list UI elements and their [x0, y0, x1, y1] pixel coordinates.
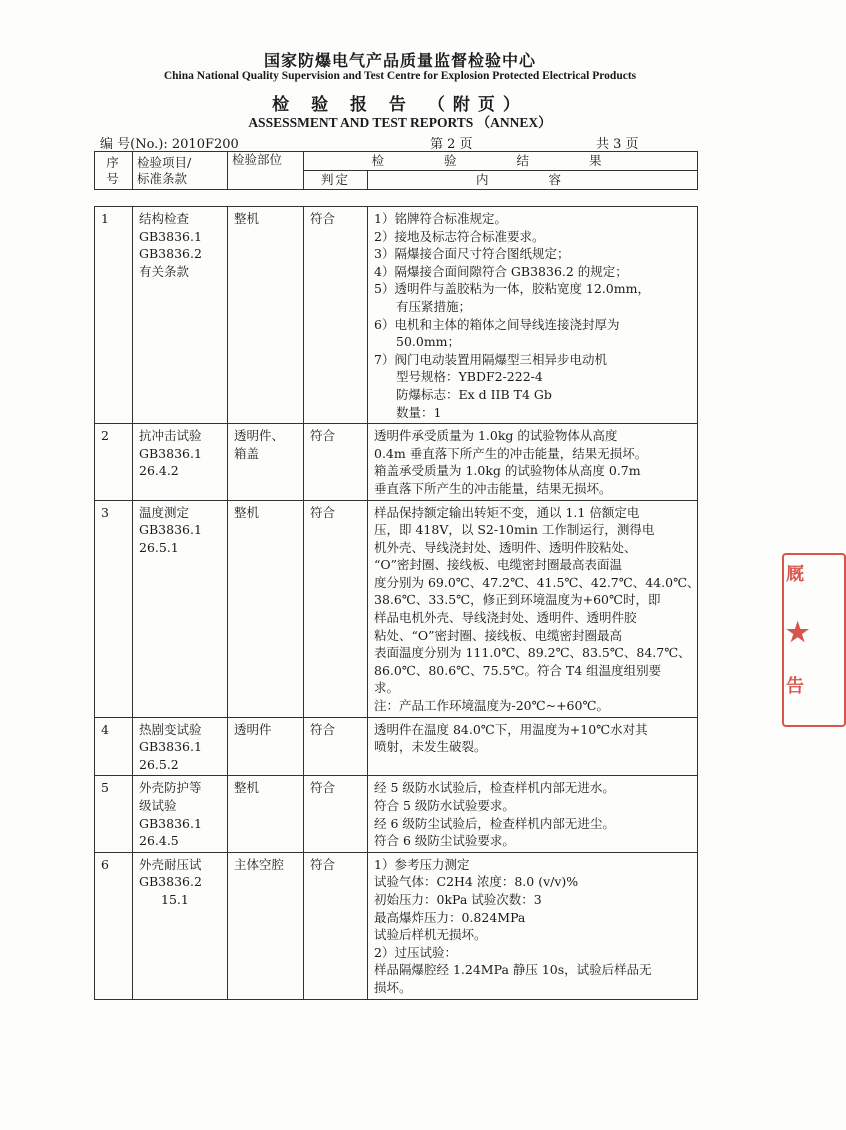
- row-content-line: 箱盖承受质量为 1.0kg 的试验物体从高度 0.7m: [374, 463, 641, 479]
- row-content-line: 符合 5 级防水试验要求。: [374, 798, 515, 813]
- row-test-item-line: GB3836.1: [139, 228, 202, 244]
- row-number: 6: [95, 852, 133, 999]
- row-test-item: [133, 717, 228, 776]
- row-content: [368, 207, 698, 424]
- row-content-line: 机外壳、导线浇封处、透明件、透明件胶粘处、: [374, 539, 637, 555]
- table-row: [95, 717, 698, 776]
- row-content-line: 透明件承受质量为 1.0kg 的试验物体从高度: [374, 428, 618, 444]
- row-test-item: [133, 207, 228, 424]
- row-content-line: 5）透明件与盖胶粘为一体，胶粘宽度 12.0mm，: [374, 281, 650, 297]
- row-test-item-line: 外壳防护等: [139, 780, 202, 796]
- row-content: [368, 500, 698, 717]
- organization-title-cn: 国家防爆电气产品质量监督检验中心: [263, 51, 536, 70]
- row-test-part: [228, 500, 304, 717]
- row-content-line: 7）阀门电动装置用隔爆型三相异步电动机: [374, 351, 607, 367]
- row-test-item-line: 级试验: [139, 798, 177, 813]
- row-judgement: 符合: [304, 776, 368, 852]
- row-test-item-line: 有关条款: [139, 263, 190, 279]
- row-content: [368, 424, 698, 500]
- row-test-part-line: 箱盖: [234, 445, 260, 461]
- row-content-line: 度分别为 69.0℃、47.2℃、41.5℃、42.7℃、44.0℃、: [374, 574, 700, 590]
- row-content-line: 试验气体：C2H4 浓度：8.0 (v/v)%: [374, 874, 579, 890]
- row-judgement: 符合: [304, 717, 368, 776]
- row-test-item: [133, 424, 228, 500]
- row-test-item: [133, 852, 228, 999]
- row-test-part: [228, 776, 304, 852]
- row-number: 5: [95, 776, 133, 852]
- header-seq: 序 号: [95, 152, 133, 190]
- row-test-item-line: 温度测定: [139, 504, 190, 520]
- table-row: [95, 424, 698, 500]
- row-content-line: 表面温度分别为 111.0℃、89.2℃、83.5℃、84.7℃、: [374, 645, 691, 661]
- row-content-line: 50.0mm；: [396, 334, 461, 350]
- row-number: 4: [95, 717, 133, 776]
- organization-title-en: China National Quality Supervision and Test Centre for Explosion Protected Electrical Products: [163, 70, 637, 82]
- row-content-line: 1）铭牌符合标准规定。: [374, 211, 507, 226]
- row-test-item-line: 26.4.5: [139, 833, 179, 849]
- row-judgement: 符合: [304, 207, 368, 424]
- row-content-line: 2）过压试验：: [374, 944, 457, 960]
- row-content-line: 压，即 418V，以 S2-10min 工作制运行，测得电: [374, 522, 655, 538]
- row-test-item-line: 热剧变试验: [139, 721, 202, 737]
- row-test-part: [228, 424, 304, 500]
- header-part: 检验部位: [228, 152, 304, 190]
- row-content-line: 86.0℃、80.6℃、75.5℃。符合 T4 组温度组别要: [374, 662, 662, 678]
- row-test-item-line: GB3836.1: [139, 739, 202, 755]
- row-test-part-line: 整机: [234, 780, 260, 796]
- row-content-line: 试验后样机无损坏。: [374, 927, 487, 943]
- row-test-item-line: 外壳耐压试: [139, 856, 202, 872]
- row-number: 3: [95, 500, 133, 717]
- row-content-line: 样品隔爆腔经 1.24MPa 静压 10s，试验后样品无: [374, 962, 652, 978]
- row-test-part: [228, 207, 304, 424]
- row-test-item-line: 26.5.2: [139, 756, 179, 772]
- row-content-line: 4）隔爆接合面间隙符合 GB3836.2 的规定；: [374, 263, 628, 279]
- row-judgement: 符合: [304, 424, 368, 500]
- header-item: 检验项目/ 标准条款: [133, 152, 228, 190]
- row-judgement: 符合: [304, 500, 368, 717]
- row-test-part: [228, 852, 304, 999]
- row-content-line: 最高爆炸压力：0.824MPa: [374, 909, 526, 925]
- row-content-line: “O”密封圈、接线板、电缆密封圈最高表面温: [374, 557, 623, 573]
- row-content-line: 3）隔爆接合面尺寸符合图纸规定；: [374, 246, 570, 262]
- row-test-part-line: 整机: [234, 504, 260, 520]
- row-judgement: 符合: [304, 852, 368, 999]
- row-test-item-line: GB3836.2: [139, 246, 202, 262]
- row-content-line: 粘处、“O”密封圈、接线板、电缆密封圈最高: [374, 627, 623, 643]
- seal-char: 厩: [786, 564, 804, 585]
- row-content: [368, 852, 698, 999]
- page-number: 第 2 页: [430, 137, 473, 152]
- row-test-item-line: GB3836.1: [139, 815, 202, 831]
- header-judge: 判定: [304, 171, 368, 190]
- row-content-line: 6）电机和主体的箱体之间导线连接浇封厚为: [374, 316, 620, 332]
- row-test-item-line: GB3836.2: [139, 874, 202, 890]
- row-test-item-line: 结构检查: [139, 211, 190, 226]
- table-row: [95, 500, 698, 717]
- row-content-line: 经 6 级防尘试验后，检查样机内部无进尘。: [374, 815, 615, 831]
- table-row: [95, 852, 698, 999]
- report-title-en: ASSESSMENT AND TEST REPORTS （ANNEX）: [248, 115, 552, 130]
- row-content-line: 1）参考压力测定: [374, 856, 470, 872]
- red-seal-stamp: [770, 548, 810, 728]
- row-content-line: 透明件在温度 84.0℃下，用温度为+10℃水对其: [374, 721, 648, 737]
- row-test-item: [133, 776, 228, 852]
- row-content-line: 损坏。: [374, 979, 412, 995]
- row-content-line: 初始压力：0kPa 试验次数：3: [374, 891, 542, 907]
- row-test-item-line: 26.5.1: [139, 539, 179, 555]
- header-result: 检 验 结 果: [304, 152, 698, 171]
- row-content-line: 样品保持额定输出转矩不变，通以 1.1 倍额定电: [374, 504, 640, 520]
- row-content-line: 2）接地及标志符合标准要求。: [374, 228, 545, 244]
- row-content-line: 经 5 级防水试验后，检查样机内部无进水。: [374, 780, 615, 796]
- seal-char: 告: [786, 676, 804, 697]
- row-content-line: 有压紧措施；: [396, 298, 472, 314]
- report-number: 编 号(No.): 2010F200: [100, 137, 239, 152]
- row-number: 1: [95, 207, 133, 424]
- row-content-line: 注：产品工作环境温度为-20℃~+60℃。: [374, 698, 609, 714]
- row-test-item: [133, 500, 228, 717]
- row-test-part-line: 整机: [234, 211, 260, 226]
- report-title-cn: 检 验 报 告 （附页）: [272, 95, 528, 115]
- table-row: [95, 207, 698, 424]
- row-test-item-line: 26.4.2: [139, 463, 179, 479]
- row-test-item-line: GB3836.1: [139, 445, 202, 461]
- row-test-part-line: 透明件: [234, 721, 272, 737]
- total-pages: 共 3 页: [596, 137, 639, 152]
- row-test-part-line: 透明件、: [234, 428, 285, 444]
- seal-star-icon: ★: [786, 618, 810, 648]
- row-content-line: 求。: [374, 680, 400, 696]
- table-row: [95, 776, 698, 852]
- row-test-part-line: 主体空腔: [234, 856, 285, 872]
- row-content-line: 样品电机外壳、导线浇封处、透明件、透明件胶: [374, 610, 637, 626]
- row-content: [368, 776, 698, 852]
- row-content-line: 符合 6 级防尘试验要求。: [374, 833, 515, 849]
- row-number: 2: [95, 424, 133, 500]
- result-table-header: [94, 151, 698, 190]
- row-test-item-line: 15.1: [161, 891, 189, 907]
- result-table: [94, 206, 698, 1000]
- header-content: 内 容: [368, 171, 698, 190]
- row-content-line: 防爆标志：Ex d IIB T4 Gb: [396, 386, 552, 402]
- row-content-line: 喷射，未发生破裂。: [374, 739, 487, 755]
- row-test-item-line: GB3836.1: [139, 522, 202, 538]
- row-content-line: 0.4m 垂直落下所产生的冲击能量，结果无损坏。: [374, 445, 648, 461]
- row-content: [368, 717, 698, 776]
- row-test-part: [228, 717, 304, 776]
- row-test-item-line: 抗冲击试验: [139, 428, 202, 444]
- row-content-line: 垂直落下所产生的冲击能量，结果无损坏。: [374, 480, 612, 496]
- row-content-line: 数量：1: [396, 404, 442, 420]
- row-content-line: 型号规格：YBDF2-222-4: [396, 369, 543, 385]
- row-content-line: 38.6℃、33.5℃，修正到环境温度为+60℃时，即: [374, 592, 661, 608]
